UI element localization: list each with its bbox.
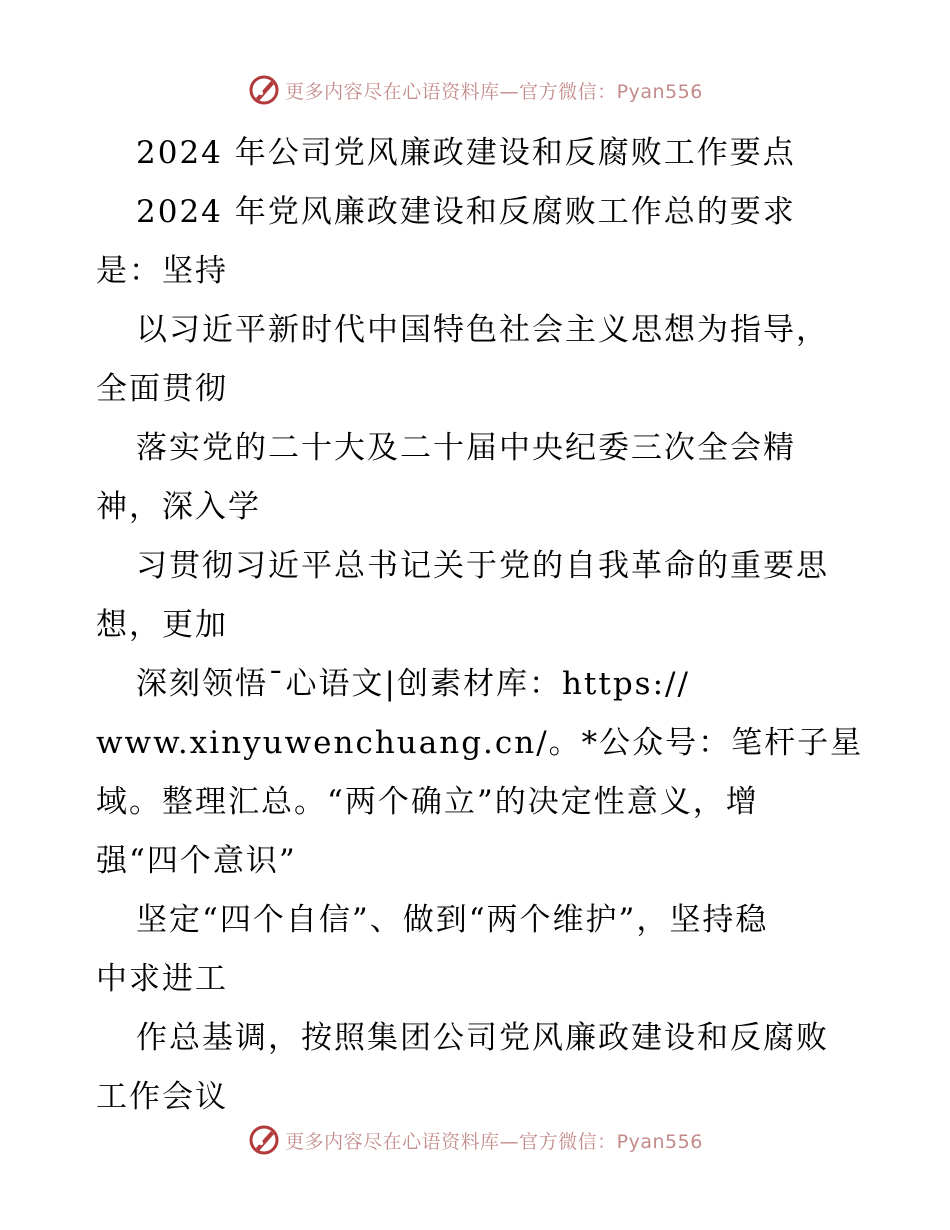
text-line: 想，更加 [96, 607, 228, 643]
text-line: 落实党的二十大及二十届中央纪委三次全会精 [136, 430, 796, 466]
footer-watermark-text: 更多内容尽在心语资料库—官方微信：Pyan556 [285, 1130, 703, 1153]
footer-watermark [0, 1120, 950, 1160]
text-line: 域。整理汇总。“两个确立”的决定性意义，增 [96, 784, 759, 820]
text-line: 习贯彻习近平总书记关于党的自我革命的重要思 [136, 548, 829, 584]
text-line: 是：坚持 [96, 253, 228, 289]
header-watermark-text: 更多内容尽在心语资料库—官方微信：Pyan556 [285, 80, 703, 103]
text-line: 2024 年党风廉政建设和反腐败工作总的要求 [136, 194, 796, 230]
text-line: 坚定“四个自信”、做到“两个维护”，坚持稳 [136, 902, 769, 938]
pen-logo-icon [247, 73, 281, 107]
text-line: 作总基调，按照集团公司党风廉政建设和反腐败 [136, 1020, 829, 1056]
text-line: 工作会议 [96, 1079, 228, 1115]
header-watermark [0, 70, 950, 110]
text-line: www.xinyuwenchuang.cn/。*公众号：笔杆子星 [96, 725, 864, 761]
text-line: 中求进工 [96, 961, 228, 997]
text-line: 2024 年公司党风廉政建设和反腐败工作要点 [136, 135, 796, 171]
pen-logo-icon [247, 1123, 281, 1157]
text-line: 神，深入学 [96, 489, 261, 525]
text-line: 强“四个意识” [96, 843, 297, 879]
text-line: 以习近平新时代中国特色社会主义思想为指导， [136, 312, 829, 348]
text-line: 深刻领悟¯心语文|创素材库：https:// [136, 666, 690, 702]
document-body [96, 124, 866, 1127]
text-line: 全面贯彻 [96, 371, 228, 407]
